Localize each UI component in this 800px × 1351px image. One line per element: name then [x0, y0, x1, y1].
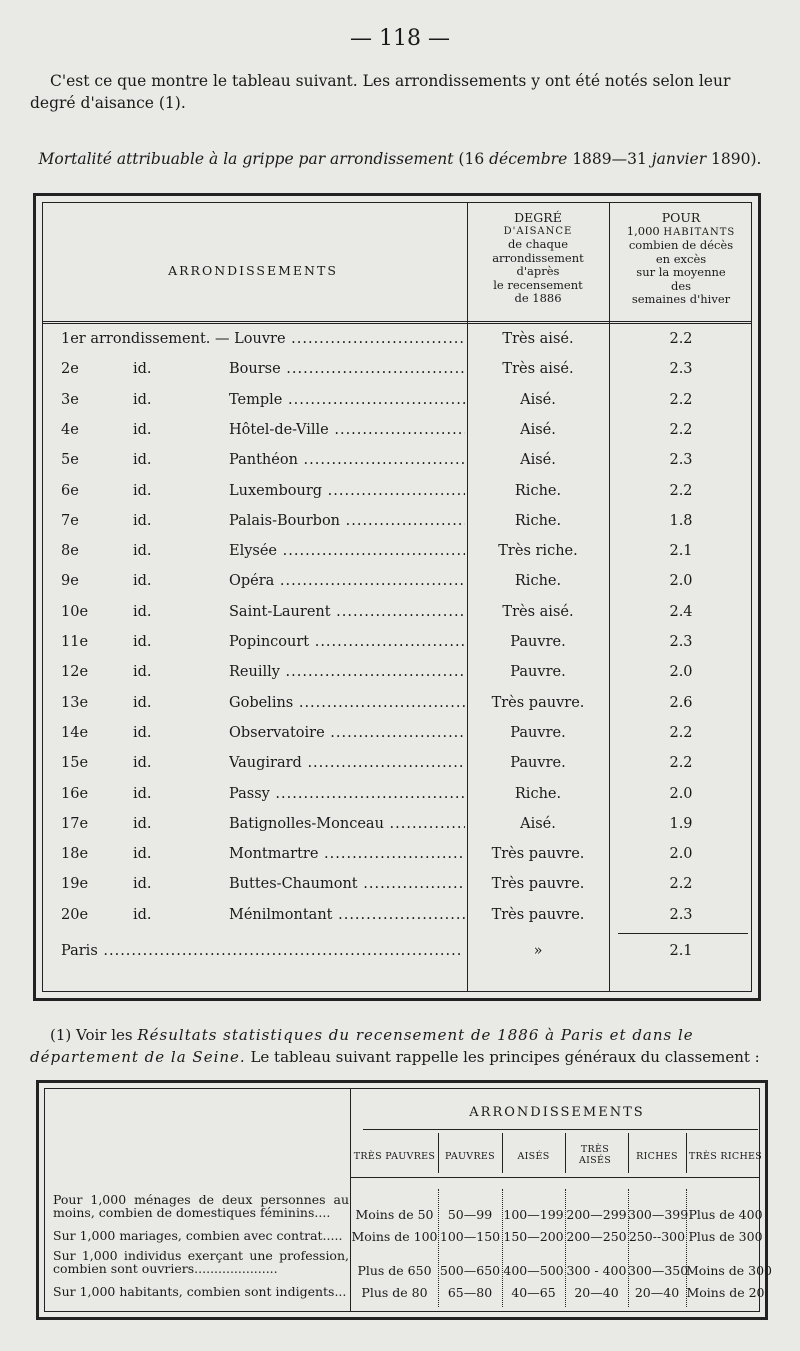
- row-degree: Pauvre.: [510, 664, 566, 681]
- row-name: Ménilmontant .....: [229, 907, 465, 923]
- table-row: [43, 513, 751, 543]
- row-value: 2.2: [669, 421, 693, 438]
- total-value: 2.1: [669, 943, 693, 959]
- table-cell: Plus de 400: [688, 1207, 763, 1222]
- header-degree: [468, 211, 608, 306]
- header-line: de chaque: [507, 237, 569, 251]
- header-divider: [350, 1177, 759, 1178]
- mortality-table-frame: [42, 202, 752, 992]
- table-cell: Plus de 650: [357, 1263, 432, 1278]
- row-degree: Très aisé.: [502, 603, 574, 620]
- row-value: 2.2: [669, 755, 693, 772]
- row-id: id.: [133, 815, 152, 832]
- caption-month: décembre: [489, 150, 568, 168]
- row-name: 1er arrondissement. — Louvre .....: [61, 331, 465, 347]
- row-degree: Aisé.: [520, 391, 556, 408]
- header-divider: [43, 321, 751, 324]
- caption-part: 1889—31: [567, 150, 652, 168]
- table-cell: Moins de 100: [351, 1229, 438, 1244]
- header-line: D'AISANCE: [503, 225, 573, 237]
- row-number: 6e: [61, 482, 79, 499]
- row-name: Observatoire .....: [229, 725, 465, 741]
- column-header: RICHES: [636, 1151, 678, 1162]
- table-cell: 300—350: [628, 1263, 689, 1278]
- table-row: [43, 422, 751, 452]
- header-line: DEGRÉ: [514, 210, 562, 225]
- table-cell: 200—250: [566, 1229, 627, 1244]
- classification-table: [36, 1080, 772, 1320]
- row-label: Sur 1,000 individus exerçant une profession, combien sont ouvriers.....................: [53, 1248, 349, 1276]
- row-id: id.: [133, 482, 152, 499]
- row-name: Buttes-Chaumont .....: [229, 876, 465, 892]
- row-id: id.: [133, 876, 152, 893]
- footnote-part: Le tableau suivant rappelle les principes généraux du classement :: [245, 1048, 760, 1066]
- row-degree: Très pauvre.: [491, 846, 585, 863]
- row-number: 4e: [61, 421, 79, 438]
- row-name: Hôtel-de-Ville .....: [229, 422, 465, 438]
- row-id: id.: [133, 573, 152, 590]
- table-row: [43, 452, 751, 482]
- row-number: 8e: [61, 543, 79, 560]
- row-value: 2.0: [669, 846, 693, 863]
- row-name: Vaugirard .....: [229, 755, 465, 771]
- row-degree: Aisé.: [520, 815, 556, 832]
- table-row: [43, 846, 751, 876]
- row-value: 2.6: [669, 694, 693, 711]
- classification-title: ARRONDISSEMENTS: [469, 1105, 645, 1120]
- group-divider: [363, 1129, 758, 1130]
- row-number: 10e: [61, 603, 89, 620]
- row-id: id.: [133, 906, 152, 923]
- header-line: semaines d'hiver: [631, 292, 731, 306]
- header-line: d'après: [516, 264, 560, 278]
- header-line: arrondissement: [492, 250, 584, 265]
- column-header: PAUVRES: [445, 1151, 495, 1162]
- row-name: Montmartre .....: [229, 846, 465, 862]
- table-row: [43, 483, 751, 513]
- table-row: [43, 786, 751, 816]
- table-row: [43, 543, 751, 573]
- table-row: [43, 876, 751, 906]
- row-value: 2.3: [669, 906, 693, 923]
- row-number: 18e: [61, 846, 89, 863]
- total-degree: »: [533, 943, 543, 959]
- header-line: combien de décès: [628, 238, 734, 252]
- row-number: 19e: [61, 876, 89, 893]
- row-degree: Très pauvre.: [491, 876, 585, 893]
- header-line: [610, 225, 752, 240]
- row-id: id.: [133, 724, 152, 741]
- row-value: 2.1: [669, 543, 693, 560]
- page-number: — 118 —: [350, 26, 450, 51]
- table-cell: Plus de 80: [361, 1285, 428, 1300]
- row-degree: Pauvre.: [510, 755, 566, 772]
- row-degree: Pauvre.: [510, 634, 566, 650]
- header-line: en excès: [655, 251, 707, 266]
- column-header: AISÉS: [517, 1151, 550, 1162]
- table-row: [43, 664, 751, 694]
- row-id: id.: [133, 785, 152, 802]
- row-name: Opéra .....: [229, 573, 465, 589]
- column-header: TRÈS PAUVRES: [353, 1151, 436, 1162]
- row-name: Temple .....: [229, 392, 465, 408]
- row-id: id.: [133, 452, 152, 469]
- row-number: 17e: [61, 815, 89, 832]
- row-label: Pour 1,000 ménages de deux personnes au moins, combien de domestiques féminins....: [53, 1192, 349, 1220]
- table-cell: 200—299: [566, 1207, 627, 1222]
- row-number: 7e: [61, 512, 79, 529]
- row-id: id.: [133, 755, 152, 772]
- caption-part: (16: [453, 150, 490, 168]
- table-row: [43, 725, 751, 755]
- row-id: id.: [133, 603, 152, 620]
- row-name: Bourse .....: [229, 361, 465, 377]
- caption-month: janvier: [651, 150, 707, 168]
- row-name: Saint-Laurent .....: [229, 604, 465, 620]
- table-cell: 65—80: [447, 1285, 493, 1300]
- row-value: 1.8: [669, 512, 693, 529]
- row-degree: Riche.: [514, 785, 562, 802]
- row-number: 20e: [61, 906, 89, 923]
- table-caption: [30, 150, 770, 168]
- table-cell: 20—40: [634, 1285, 680, 1300]
- row-degree: Aisé.: [520, 421, 556, 438]
- header-line: le recensement: [493, 277, 583, 292]
- row-number: 13e: [61, 694, 89, 711]
- footnote-italic: Résultats statistiques du recensement de 1886 à Paris et dans le département de la Seine.: [30, 1026, 694, 1066]
- row-degree: Très riche.: [498, 543, 578, 560]
- row-number: 9e: [61, 573, 79, 590]
- table-row: [43, 634, 751, 664]
- caption-part: 1890).: [706, 150, 762, 168]
- row-name: Passy .....: [229, 786, 465, 802]
- row-number: 15e: [61, 755, 89, 772]
- row-value: 2.3: [669, 361, 693, 378]
- table-row: [43, 695, 751, 725]
- row-name: Luxembourg .....: [229, 483, 465, 499]
- table-cell: 100—150: [439, 1229, 501, 1244]
- row-value: 2.2: [669, 331, 693, 347]
- row-degree: Riche.: [514, 512, 562, 529]
- row-id: id.: [133, 694, 152, 711]
- footnote: [30, 1024, 770, 1068]
- row-value: 2.2: [669, 391, 693, 408]
- row-value: 2.3: [669, 452, 693, 469]
- row-id: id.: [133, 846, 152, 863]
- row-degree: Aisé.: [520, 452, 556, 469]
- row-id: id.: [133, 512, 152, 529]
- row-id: id.: [133, 664, 152, 681]
- table-cell: 500—650: [439, 1263, 501, 1278]
- header-line: de 1886: [514, 291, 562, 305]
- row-value: 2.2: [669, 876, 693, 893]
- column-header: TRÈS RICHES: [688, 1151, 763, 1162]
- table-cell: Plus de 300: [688, 1229, 763, 1244]
- row-value: 2.0: [669, 785, 693, 802]
- table-row: [43, 755, 751, 785]
- table-cell: 400—500: [503, 1263, 564, 1278]
- sum-line: [618, 933, 748, 934]
- row-id: id.: [133, 421, 152, 438]
- row-value: 2.2: [669, 482, 693, 499]
- row-degree: Pauvre.: [510, 724, 566, 741]
- table-row: [43, 573, 751, 603]
- row-value: 2.2: [669, 724, 693, 741]
- header-line: POUR: [661, 210, 701, 225]
- table-row: [43, 816, 751, 846]
- header-arrondissements: ARRONDISSEMENTS: [168, 263, 338, 278]
- table-row: [43, 331, 751, 361]
- table-cell: 300—399: [628, 1207, 689, 1222]
- table-cell: 250--300: [628, 1229, 686, 1244]
- table-cell: 300 - 400: [566, 1263, 627, 1278]
- table-cell: 150—200: [503, 1229, 564, 1244]
- row-name: Élysée .....: [229, 543, 465, 559]
- row-degree: Riche.: [514, 573, 562, 590]
- header-part: 1,000: [626, 223, 664, 238]
- row-id: id.: [133, 361, 152, 378]
- row-degree: Très pauvre.: [491, 694, 585, 711]
- row-name: Batignolles-Monceau .....: [229, 816, 465, 832]
- mortality-table: [33, 193, 761, 1001]
- row-name: Popincourt .....: [229, 634, 465, 650]
- row-degree: Très aisé.: [502, 361, 574, 378]
- row-label: Sur 1,000 habitants, combien sont indigents...: [53, 1284, 347, 1299]
- table-row: [43, 361, 751, 391]
- header-line: sur la moyenne: [636, 265, 726, 279]
- row-number: 11e: [61, 634, 89, 650]
- classification-table-frame: [44, 1088, 772, 1312]
- row-degree: Très pauvre.: [491, 906, 585, 923]
- row-value: 2.0: [669, 664, 693, 681]
- row-id: id.: [133, 391, 152, 408]
- table-cell: Moins de 300: [686, 1263, 772, 1278]
- row-name: Reuilly .....: [229, 664, 465, 680]
- table-cell: 50—99: [447, 1207, 493, 1222]
- row-name: Panthéon .....: [229, 452, 465, 468]
- row-value: 1.9: [669, 815, 693, 832]
- total-label: Paris .....: [61, 943, 465, 959]
- table-cell: Moins de 50: [355, 1207, 434, 1222]
- table-cell: 100—199: [503, 1207, 564, 1222]
- row-degree: Très aisé.: [502, 331, 574, 347]
- row-label: Sur 1,000 mariages, combien avec contrat.....: [53, 1228, 343, 1243]
- table-row: [43, 604, 751, 634]
- row-number: 2e: [61, 361, 79, 378]
- row-number: 5e: [61, 452, 79, 469]
- row-id: id.: [133, 543, 152, 560]
- table-cell: 40—65: [511, 1285, 556, 1300]
- row-number: 3e: [61, 391, 79, 408]
- row-value: 2.3: [669, 634, 693, 650]
- header-line: des: [670, 278, 692, 293]
- caption-italic: Mortalité attribuable à la grippe par arrondissement: [38, 150, 454, 168]
- footnote-part: (1) Voir les: [50, 1026, 138, 1044]
- column-header: TRÈS AISÉS: [578, 1144, 612, 1166]
- row-number: 16e: [61, 785, 89, 802]
- table-cell: Moins de 20: [686, 1285, 765, 1300]
- intro-paragraph: C'est ce que montre le tableau suivant. Les arrondissements y ont été notés selon leur degré d'aisance (1).: [30, 72, 731, 112]
- total-row: [43, 943, 751, 973]
- row-name: Palais-Bourbon .....: [229, 513, 465, 529]
- table-row: [43, 392, 751, 422]
- header-excess-deaths: [610, 211, 752, 307]
- row-number: 14e: [61, 724, 89, 741]
- header-part: HABITANTS: [663, 226, 736, 238]
- table-cell: 20—40: [574, 1285, 619, 1300]
- row-name: Gobelins .....: [229, 695, 465, 711]
- row-value: 2.4: [669, 603, 693, 620]
- row-id: id.: [133, 634, 152, 650]
- row-number: 12e: [61, 664, 89, 681]
- row-value: 2.0: [669, 573, 693, 590]
- row-degree: Riche.: [514, 482, 562, 499]
